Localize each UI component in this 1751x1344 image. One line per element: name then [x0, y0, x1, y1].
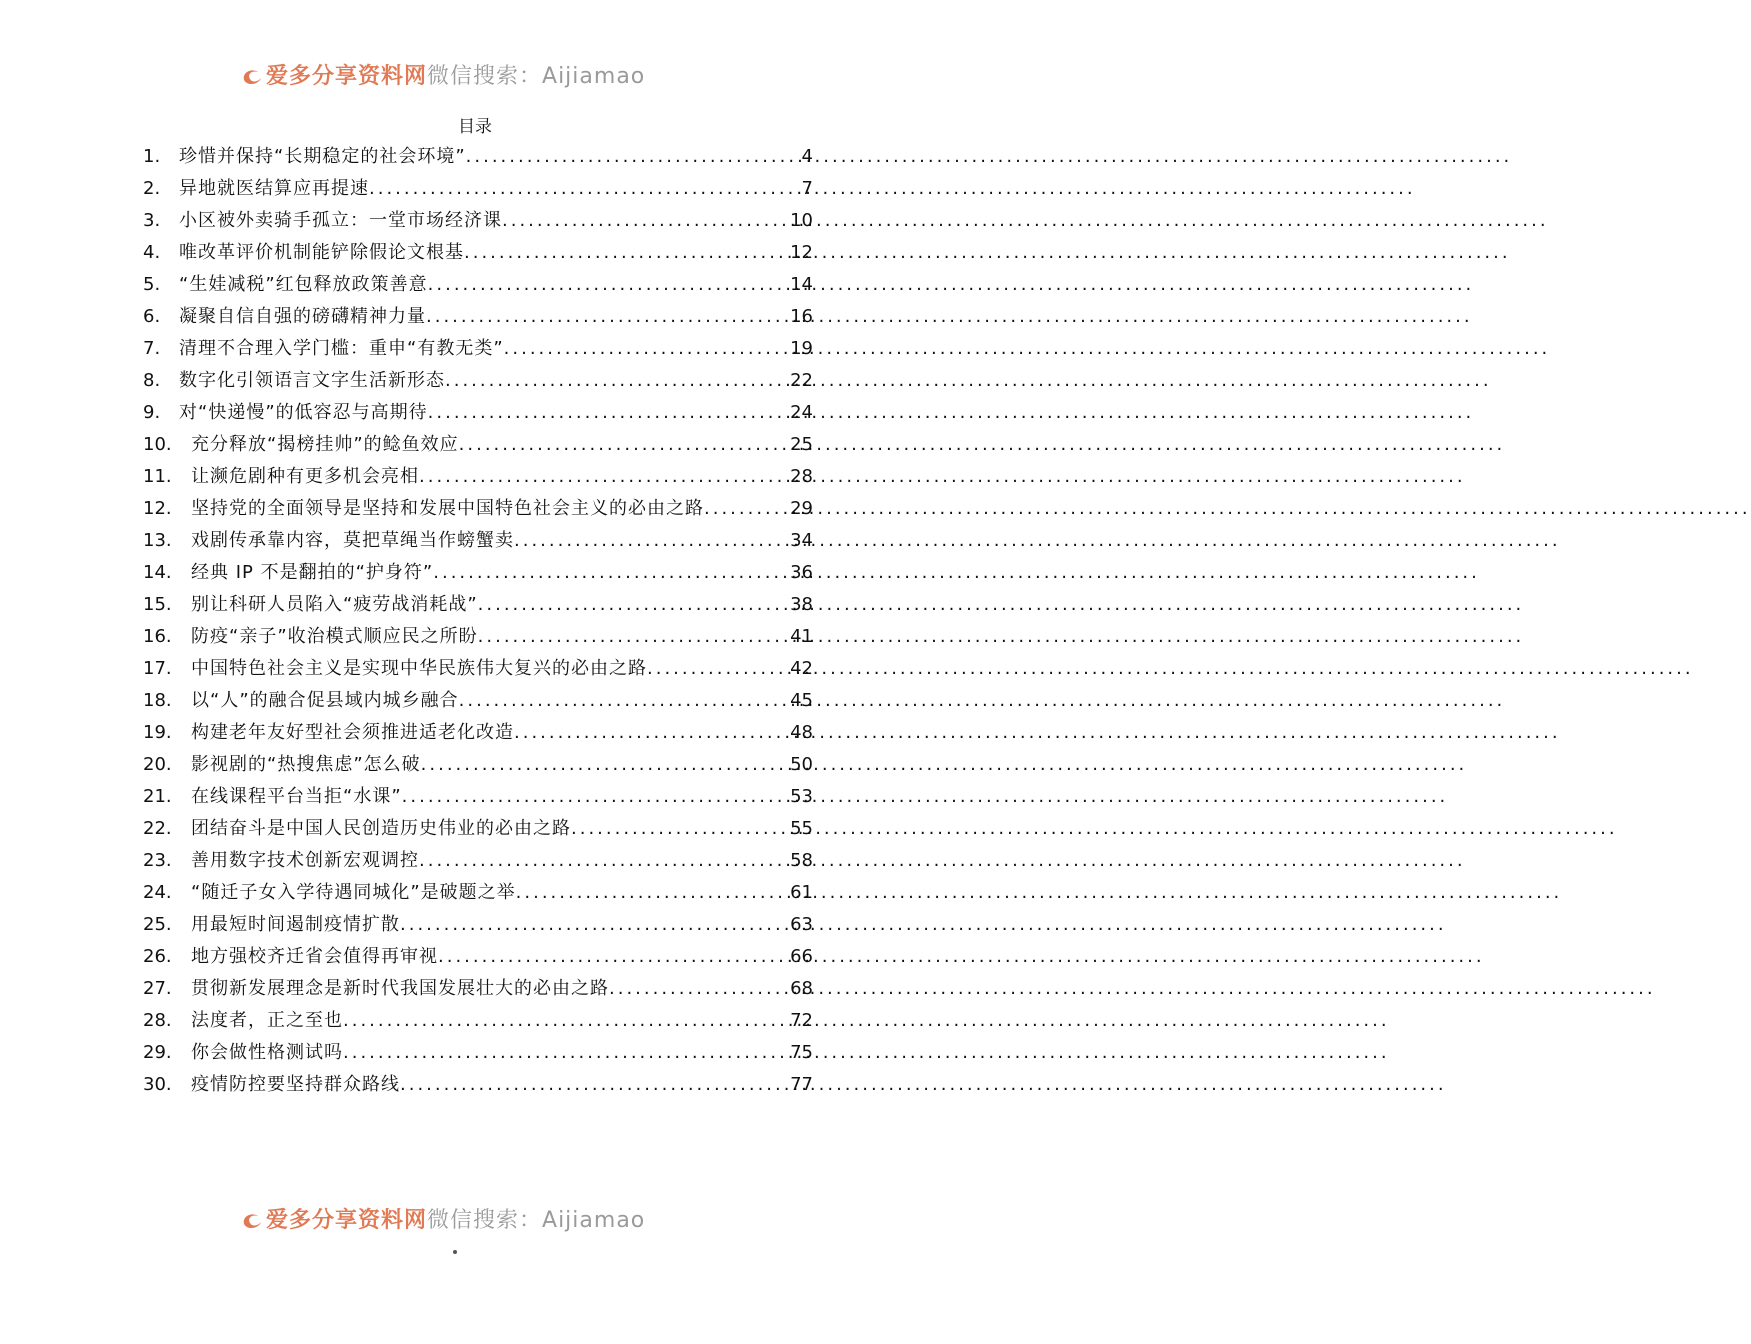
toc-entry-title: 充分释放“揭榜挂帅”的鲶鱼效应	[191, 434, 459, 455]
toc-entry[interactable]	[143, 621, 813, 653]
toc-entry[interactable]	[143, 749, 813, 781]
toc-dot-leader	[438, 941, 788, 973]
footer-watermark	[240, 1196, 720, 1233]
toc-entry[interactable]	[143, 557, 813, 589]
toc-entry[interactable]	[143, 461, 813, 493]
toc-entry-page: 16	[790, 306, 813, 327]
toc-entry[interactable]	[143, 877, 813, 909]
toc-entry-number: 5.	[143, 274, 161, 295]
toc-dot-leader	[402, 781, 788, 813]
toc-entry-title: 别让科研人员陷入“疲劳战消耗战”	[191, 594, 478, 615]
toc-entry-title: 法度者，正之至也	[191, 1010, 343, 1031]
toc-entry-number: 17.	[143, 658, 172, 679]
toc-entry-page: 41	[790, 626, 813, 647]
toc-entry-title: 用最短时间遏制疫情扩散	[191, 914, 400, 935]
toc-entry-number: 6.	[143, 306, 161, 327]
toc-entry-title: 清理不合理入学门槛：重申“有教无类”	[179, 338, 504, 359]
toc-entry-title: 贯彻新发展理念是新时代我国发展壮大的必由之路	[191, 978, 609, 999]
toc-entry-title: 你会做性格测试吗	[191, 1042, 343, 1063]
toc-entry-number: 3.	[143, 210, 161, 231]
toc-entry-page: 66	[790, 946, 813, 967]
toc-entry-page: 45	[790, 690, 813, 711]
toc-entry[interactable]	[143, 1037, 813, 1069]
toc-entry[interactable]	[143, 269, 813, 301]
toc-entry-number: 2.	[143, 178, 161, 199]
toc-dot-leader	[571, 813, 788, 845]
toc-entry-page: 10	[790, 210, 813, 231]
toc-entry-title: 数字化引领语言文字生活新形态	[179, 370, 445, 391]
toc-entry[interactable]	[143, 941, 813, 973]
watermark-logo-icon	[240, 1210, 264, 1232]
toc-entry-page: 77	[790, 1074, 813, 1095]
toc-entry-page: 34	[790, 530, 813, 551]
toc-entry-number: 16.	[143, 626, 172, 647]
toc-dot-leader	[478, 589, 788, 621]
watermark-logo-icon	[240, 66, 264, 88]
toc-entry-title: 防疫“亲子”收治模式顺应民之所盼	[191, 626, 478, 647]
toc-entry-page: 75	[790, 1042, 813, 1063]
toc-entry-number: 20.	[143, 754, 172, 775]
toc-entry-page: 19	[790, 338, 813, 359]
toc-entry-page: 28	[790, 466, 813, 487]
toc-dot-leader	[704, 493, 788, 525]
toc-entry-number: 22.	[143, 818, 172, 839]
toc-entry-title: 影视剧的“热搜焦虑”怎么破	[191, 754, 421, 775]
toc-dot-leader	[466, 141, 800, 173]
toc-dot-leader	[419, 845, 788, 877]
toc-entry-page: 48	[790, 722, 813, 743]
toc-entry-number: 28.	[143, 1010, 172, 1031]
toc-entry-page: 55	[790, 818, 813, 839]
toc-entry[interactable]	[143, 1069, 813, 1101]
toc-entry-title: 疫情防控要坚持群众路线	[191, 1074, 400, 1095]
toc-entry[interactable]	[143, 205, 813, 237]
toc-dot-leader	[514, 717, 788, 749]
toc-entry-number: 15.	[143, 594, 172, 615]
toc-entry-page: 14	[790, 274, 813, 295]
toc-entry[interactable]	[143, 493, 813, 525]
toc-entry[interactable]	[143, 845, 813, 877]
toc-dot-leader	[504, 333, 788, 365]
toc-entry-number: 23.	[143, 850, 172, 871]
toc-dot-leader	[478, 621, 788, 653]
toc-entry[interactable]	[143, 781, 813, 813]
toc-entry-title: 构建老年友好型社会须推进适老化改造	[191, 722, 514, 743]
toc-entry-title: 以“人”的融合促县域内城乡融合	[191, 690, 459, 711]
toc-dot-leader	[433, 557, 788, 589]
page-mark	[453, 1250, 457, 1254]
toc-entry[interactable]	[143, 141, 813, 173]
toc-entry-number: 26.	[143, 946, 172, 967]
toc-entry-title: 在线课程平台当拒“水课”	[191, 786, 402, 807]
toc-dot-leader	[464, 237, 788, 269]
toc-entry[interactable]	[143, 333, 813, 365]
toc-dot-leader	[647, 653, 788, 685]
toc-entry-number: 12.	[143, 498, 172, 519]
toc-entry[interactable]	[143, 813, 813, 845]
toc-entry-number: 10.	[143, 434, 172, 455]
toc-entry-number: 1.	[143, 146, 161, 167]
toc-dot-leader	[459, 429, 788, 461]
toc-dot-leader	[502, 205, 788, 237]
toc-entry[interactable]	[143, 589, 813, 621]
toc-entry[interactable]	[143, 429, 813, 461]
toc-entry-number: 30.	[143, 1074, 172, 1095]
toc-dot-leader	[426, 301, 788, 333]
toc-entry[interactable]	[143, 173, 813, 205]
toc-entry-title: “随迁子女入学待遇同城化”是破题之举	[191, 882, 516, 903]
toc-entry[interactable]	[143, 1005, 813, 1037]
toc-entry[interactable]	[143, 653, 813, 685]
toc-entry-page: 68	[790, 978, 813, 999]
toc-entry-title: 经典 IP 不是翻拍的“护身符”	[191, 562, 434, 583]
toc-entry-number: 18.	[143, 690, 172, 711]
toc-entry-title: 凝聚自信自强的磅礴精神力量	[179, 306, 426, 327]
toc-entry-title: “生娃减税”红包释放政策善意	[179, 274, 428, 295]
toc-dot-leader	[445, 365, 788, 397]
toc-entry-number: 24.	[143, 882, 172, 903]
toc-entry-number: 8.	[143, 370, 161, 391]
toc-entry-title: 坚持党的全面领导是坚持和发展中国特色社会主义的必由之路	[191, 498, 704, 519]
toc-entry-page: 29	[790, 498, 813, 519]
toc-entry-number: 13.	[143, 530, 172, 551]
toc-entry-page: 12	[790, 242, 813, 263]
toc-entry-title: 地方强校齐迁省会值得再审视	[191, 946, 438, 967]
toc-title: 目录	[458, 117, 492, 137]
toc-dot-leader	[428, 397, 788, 429]
toc-entry[interactable]	[143, 717, 813, 749]
toc-entry-page: 4	[801, 146, 813, 167]
toc-entry-title: 中国特色社会主义是实现中华民族伟大复兴的必由之路	[191, 658, 647, 679]
toc-entry-number: 7.	[143, 338, 161, 359]
toc-entry-page: 61	[790, 882, 813, 903]
toc-dot-leader	[514, 525, 788, 557]
toc-dot-leader	[369, 173, 800, 205]
toc-dot-leader	[421, 749, 788, 781]
toc-entry-title: 团结奋斗是中国人民创造历史伟业的必由之路	[191, 818, 571, 839]
toc-entry[interactable]	[143, 397, 813, 429]
toc-list	[143, 141, 813, 1101]
toc-entry-number: 19.	[143, 722, 172, 743]
toc-entry-page: 22	[790, 370, 813, 391]
toc-entry[interactable]	[143, 301, 813, 333]
toc-entry[interactable]	[143, 909, 813, 941]
toc-entry-number: 11.	[143, 466, 172, 487]
toc-entry[interactable]	[143, 685, 813, 717]
toc-entry[interactable]	[143, 365, 813, 397]
watermark-text: 爱多分享资料网微信搜索：Aijiamao	[266, 1208, 646, 1233]
toc-entry-title: 异地就医结算应再提速	[179, 178, 369, 199]
toc-dot-leader	[428, 269, 788, 301]
toc-entry-title: 对“快递慢”的低容忍与高期待	[179, 402, 428, 423]
toc-entry[interactable]	[143, 237, 813, 269]
toc-entry-page: 24	[790, 402, 813, 423]
toc-dot-leader	[459, 685, 788, 717]
toc-entry-number: 9.	[143, 402, 161, 423]
toc-dot-leader	[400, 1069, 788, 1101]
toc-dot-leader	[419, 461, 788, 493]
toc-entry-title: 唯改革评价机制能铲除假论文根基	[179, 242, 464, 263]
toc-entry-number: 14.	[143, 562, 172, 583]
toc-entry-number: 27.	[143, 978, 172, 999]
toc-dot-leader	[609, 973, 788, 1005]
toc-entry-title: 小区被外卖骑手孤立：一堂市场经济课	[179, 210, 502, 231]
toc-entry-page: 58	[790, 850, 813, 871]
toc-entry-page: 72	[790, 1010, 813, 1031]
toc-entry-number: 25.	[143, 914, 172, 935]
header-watermark	[240, 52, 720, 89]
toc-dot-leader	[343, 1005, 788, 1037]
toc-entry-page: 53	[790, 786, 813, 807]
toc-entry-number: 21.	[143, 786, 172, 807]
toc-entry[interactable]	[143, 525, 813, 557]
toc-entry-title: 善用数字技术创新宏观调控	[191, 850, 419, 871]
toc-entry-page: 25	[790, 434, 813, 455]
toc-dot-leader	[516, 877, 788, 909]
toc-entry-number: 29.	[143, 1042, 172, 1063]
toc-entry-title: 戏剧传承靠内容，莫把草绳当作螃蟹卖	[191, 530, 514, 551]
toc-dot-leader	[400, 909, 788, 941]
toc-entry-number: 4.	[143, 242, 161, 263]
toc-entry-page: 7	[801, 178, 813, 199]
toc-entry-title: 让濒危剧种有更多机会亮相	[191, 466, 419, 487]
toc-entry-page: 36	[790, 562, 813, 583]
toc-entry-page: 42	[790, 658, 813, 679]
toc-entry-page: 38	[790, 594, 813, 615]
toc-entry-title: 珍惜并保持“长期稳定的社会环境”	[179, 146, 466, 167]
toc-entry-page: 63	[790, 914, 813, 935]
watermark-text: 爱多分享资料网微信搜索：Aijiamao	[266, 64, 646, 89]
toc-entry[interactable]	[143, 973, 813, 1005]
toc-entry-page: 50	[790, 754, 813, 775]
toc-dot-leader	[343, 1037, 788, 1069]
